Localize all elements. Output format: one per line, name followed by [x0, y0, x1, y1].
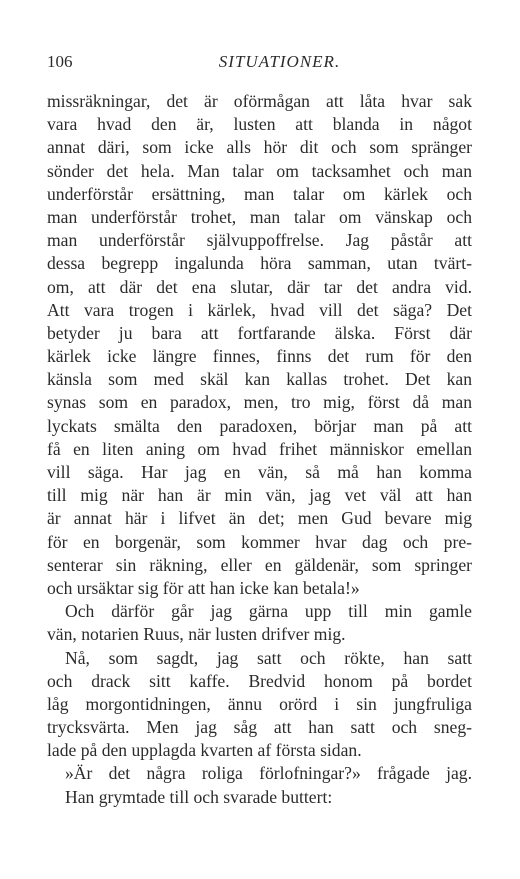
text-line: Nå, som sagdt, jag satt och rökte, han satt — [65, 647, 472, 668]
page-number: 106 — [47, 52, 73, 71]
text-line: och ursäktar sig för att han icke kan betala!» — [47, 577, 360, 598]
text-line: till mig när han är min vän, jag vet väl att han — [47, 485, 472, 506]
text-line: vän, notarien Ruus, när lusten drifver mig. — [47, 624, 346, 645]
text-line: om, att där det ena slutar, där tar det andra vid. — [47, 276, 472, 297]
text-line: synas som en paradox, men, tro mig, först då man — [47, 392, 472, 413]
page-header — [47, 52, 472, 76]
text-line: Och därför går jag gärna upp till min gamle — [65, 601, 472, 622]
text-line: och drack sitt kaffe. Bredvid honom på bordet — [47, 670, 472, 691]
text-line: Han grymtade till och svarade buttert: — [65, 786, 333, 807]
text-line: man underförstår trohet, man talar om vänskap och — [47, 206, 472, 227]
text-line: för en borgenär, som kommer hvar dag och pre- — [47, 531, 472, 552]
text-line: dessa begrepp ingalunda höra samman, utan tvärt- — [47, 253, 472, 274]
text-line: betyder ju bara att fortfarande älska. Först där — [47, 322, 472, 343]
text-line: senterar sin räkning, eller en gäldenär, som springer — [47, 554, 472, 575]
text-line: lyckats smälta den paradoxen, börjar man på att — [47, 415, 472, 436]
text-line: känsla som med skäl kan kallas trohet. Det kan — [47, 369, 472, 390]
text-line: missräkningar, det är oförmågan att låta hvar sak — [47, 91, 472, 111]
text-line: Att vara trogen i kärlek, hvad vill det säga? Det — [47, 299, 472, 320]
text-line: är annat här i lifvet än det; men Gud bevare mig — [47, 508, 472, 529]
text-line: sönder det hela. Man talar om tacksamhet och man — [47, 160, 472, 181]
text-line: vara hvad den är, lusten att blanda in något — [47, 114, 472, 135]
running-title: SITUATIONER. — [218, 52, 341, 71]
text-line: »Är det några roliga förlofningar?» frågade jag. — [65, 763, 472, 784]
text-line: låg morgontidningen, ännu orörd i sin jungfruliga — [47, 693, 472, 714]
text-line: lade på den upplagda kvarten af första sidan. — [47, 740, 362, 761]
text-line: få en liten aning om hvad frihet människor emellan — [47, 438, 472, 459]
text-line: trycksvärta. Men jag såg att han satt och sneg- — [47, 717, 472, 738]
text-line: man underförstår självuppoffrelse. Jag påstår att — [47, 230, 472, 251]
text-line: underförstår ersättning, man talar om kärlek och — [47, 183, 472, 204]
text-line: annat däri, som icke alls hör dit och som spränger — [47, 137, 472, 158]
text-line: kärlek icke längre finnes, finns det rum för den — [47, 346, 472, 367]
body-text — [47, 90, 472, 809]
text-line: vill säga. Har jag en vän, så må han komma — [47, 462, 472, 482]
